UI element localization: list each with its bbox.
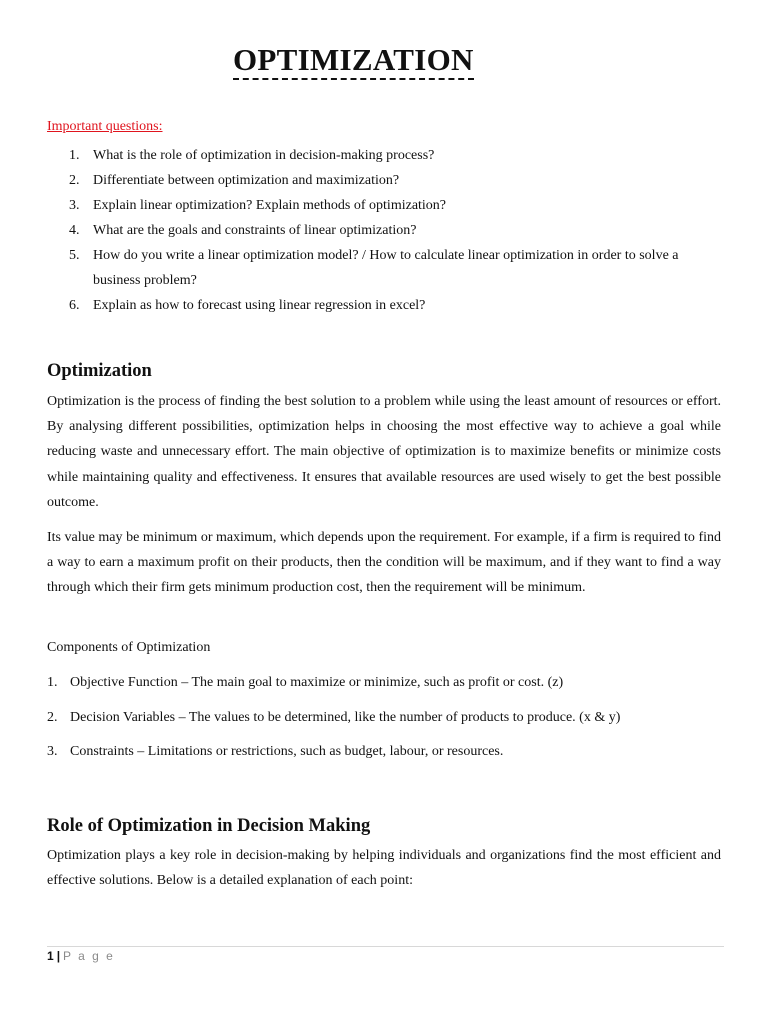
- page-footer: [47, 948, 115, 964]
- list-number: 2.: [69, 173, 80, 188]
- list-number: 1.: [69, 148, 80, 163]
- list-item: [47, 193, 707, 218]
- list-item: [47, 143, 707, 168]
- list-number: 2.: [47, 710, 58, 725]
- role-paragraph: Optimization plays a key role in decision-making by helping individuals and organizations find the most efficient and effective solutions. Below is a detailed explanation of each point:: [47, 848, 721, 889]
- page-word: P a g e: [63, 949, 115, 963]
- list-item: [47, 243, 707, 293]
- question-text: How do you write a linear optimization model? / How to calculate linear optimization in order to solve a business problem?: [93, 248, 679, 288]
- list-number: 4.: [69, 223, 80, 238]
- list-item: [47, 168, 707, 193]
- component-item: [47, 742, 503, 762]
- component-text: Decision Variables – The values to be determined, like the number of products to produce. (x & y): [70, 710, 621, 725]
- optimization-paragraph-2: Its value may be minimum or maximum, which depends upon the requirement. For example, if a firm is required to find a way to earn a maximum profit on their products, then the condition will be maximum, and if they want to find a way through which their firm gets minimum production cost, then the requirement will be minimum.: [47, 530, 721, 596]
- footer-divider: [47, 946, 724, 947]
- question-text: Differentiate between optimization and maximization?: [93, 173, 400, 188]
- document-title: OPTIMIZATION: [233, 42, 474, 80]
- section-heading-optimization: Optimization: [47, 361, 152, 381]
- optimization-paragraph-1: Optimization is the process of finding the best solution to a problem while using the least amount of resources or effort. By analysing different possibilities, optimization helps in choosing the most effective way to achieve a goal while reducing waste and unnecessary effort. The main objective of optimization is to maximize benefits or minimize costs while maintaining quality and effectiveness. It ensures that available resources are used wisely to get the best possible outcome.: [47, 394, 721, 510]
- list-number: 3.: [47, 744, 58, 759]
- important-questions-label: Important questions:: [47, 119, 163, 134]
- page-number: 1: [47, 949, 54, 963]
- component-item: [47, 673, 563, 693]
- list-number: 1.: [47, 675, 58, 690]
- section-heading-role: Role of Optimization in Decision Making: [47, 816, 371, 836]
- list-item: [47, 218, 707, 243]
- important-questions-list: [47, 143, 707, 318]
- question-text: Explain as how to forecast using linear regression in excel?: [93, 298, 426, 313]
- component-item: [47, 708, 620, 728]
- list-number: 3.: [69, 198, 80, 213]
- question-text: What are the goals and constraints of linear optimization?: [93, 223, 417, 238]
- question-text: Explain linear optimization? Explain methods of optimization?: [93, 198, 447, 213]
- list-item: [47, 293, 707, 318]
- list-number: 6.: [69, 298, 80, 313]
- component-text: Constraints – Limitations or restrictions, such as budget, labour, or resources.: [70, 744, 504, 759]
- list-number: 5.: [69, 248, 80, 263]
- components-label: Components of Optimization: [47, 640, 211, 655]
- footer-separator: |: [56, 949, 61, 963]
- component-text: Objective Function – The main goal to maximize or minimize, such as profit or cost. (z): [70, 675, 564, 690]
- question-text: What is the role of optimization in decision-making process?: [93, 148, 435, 163]
